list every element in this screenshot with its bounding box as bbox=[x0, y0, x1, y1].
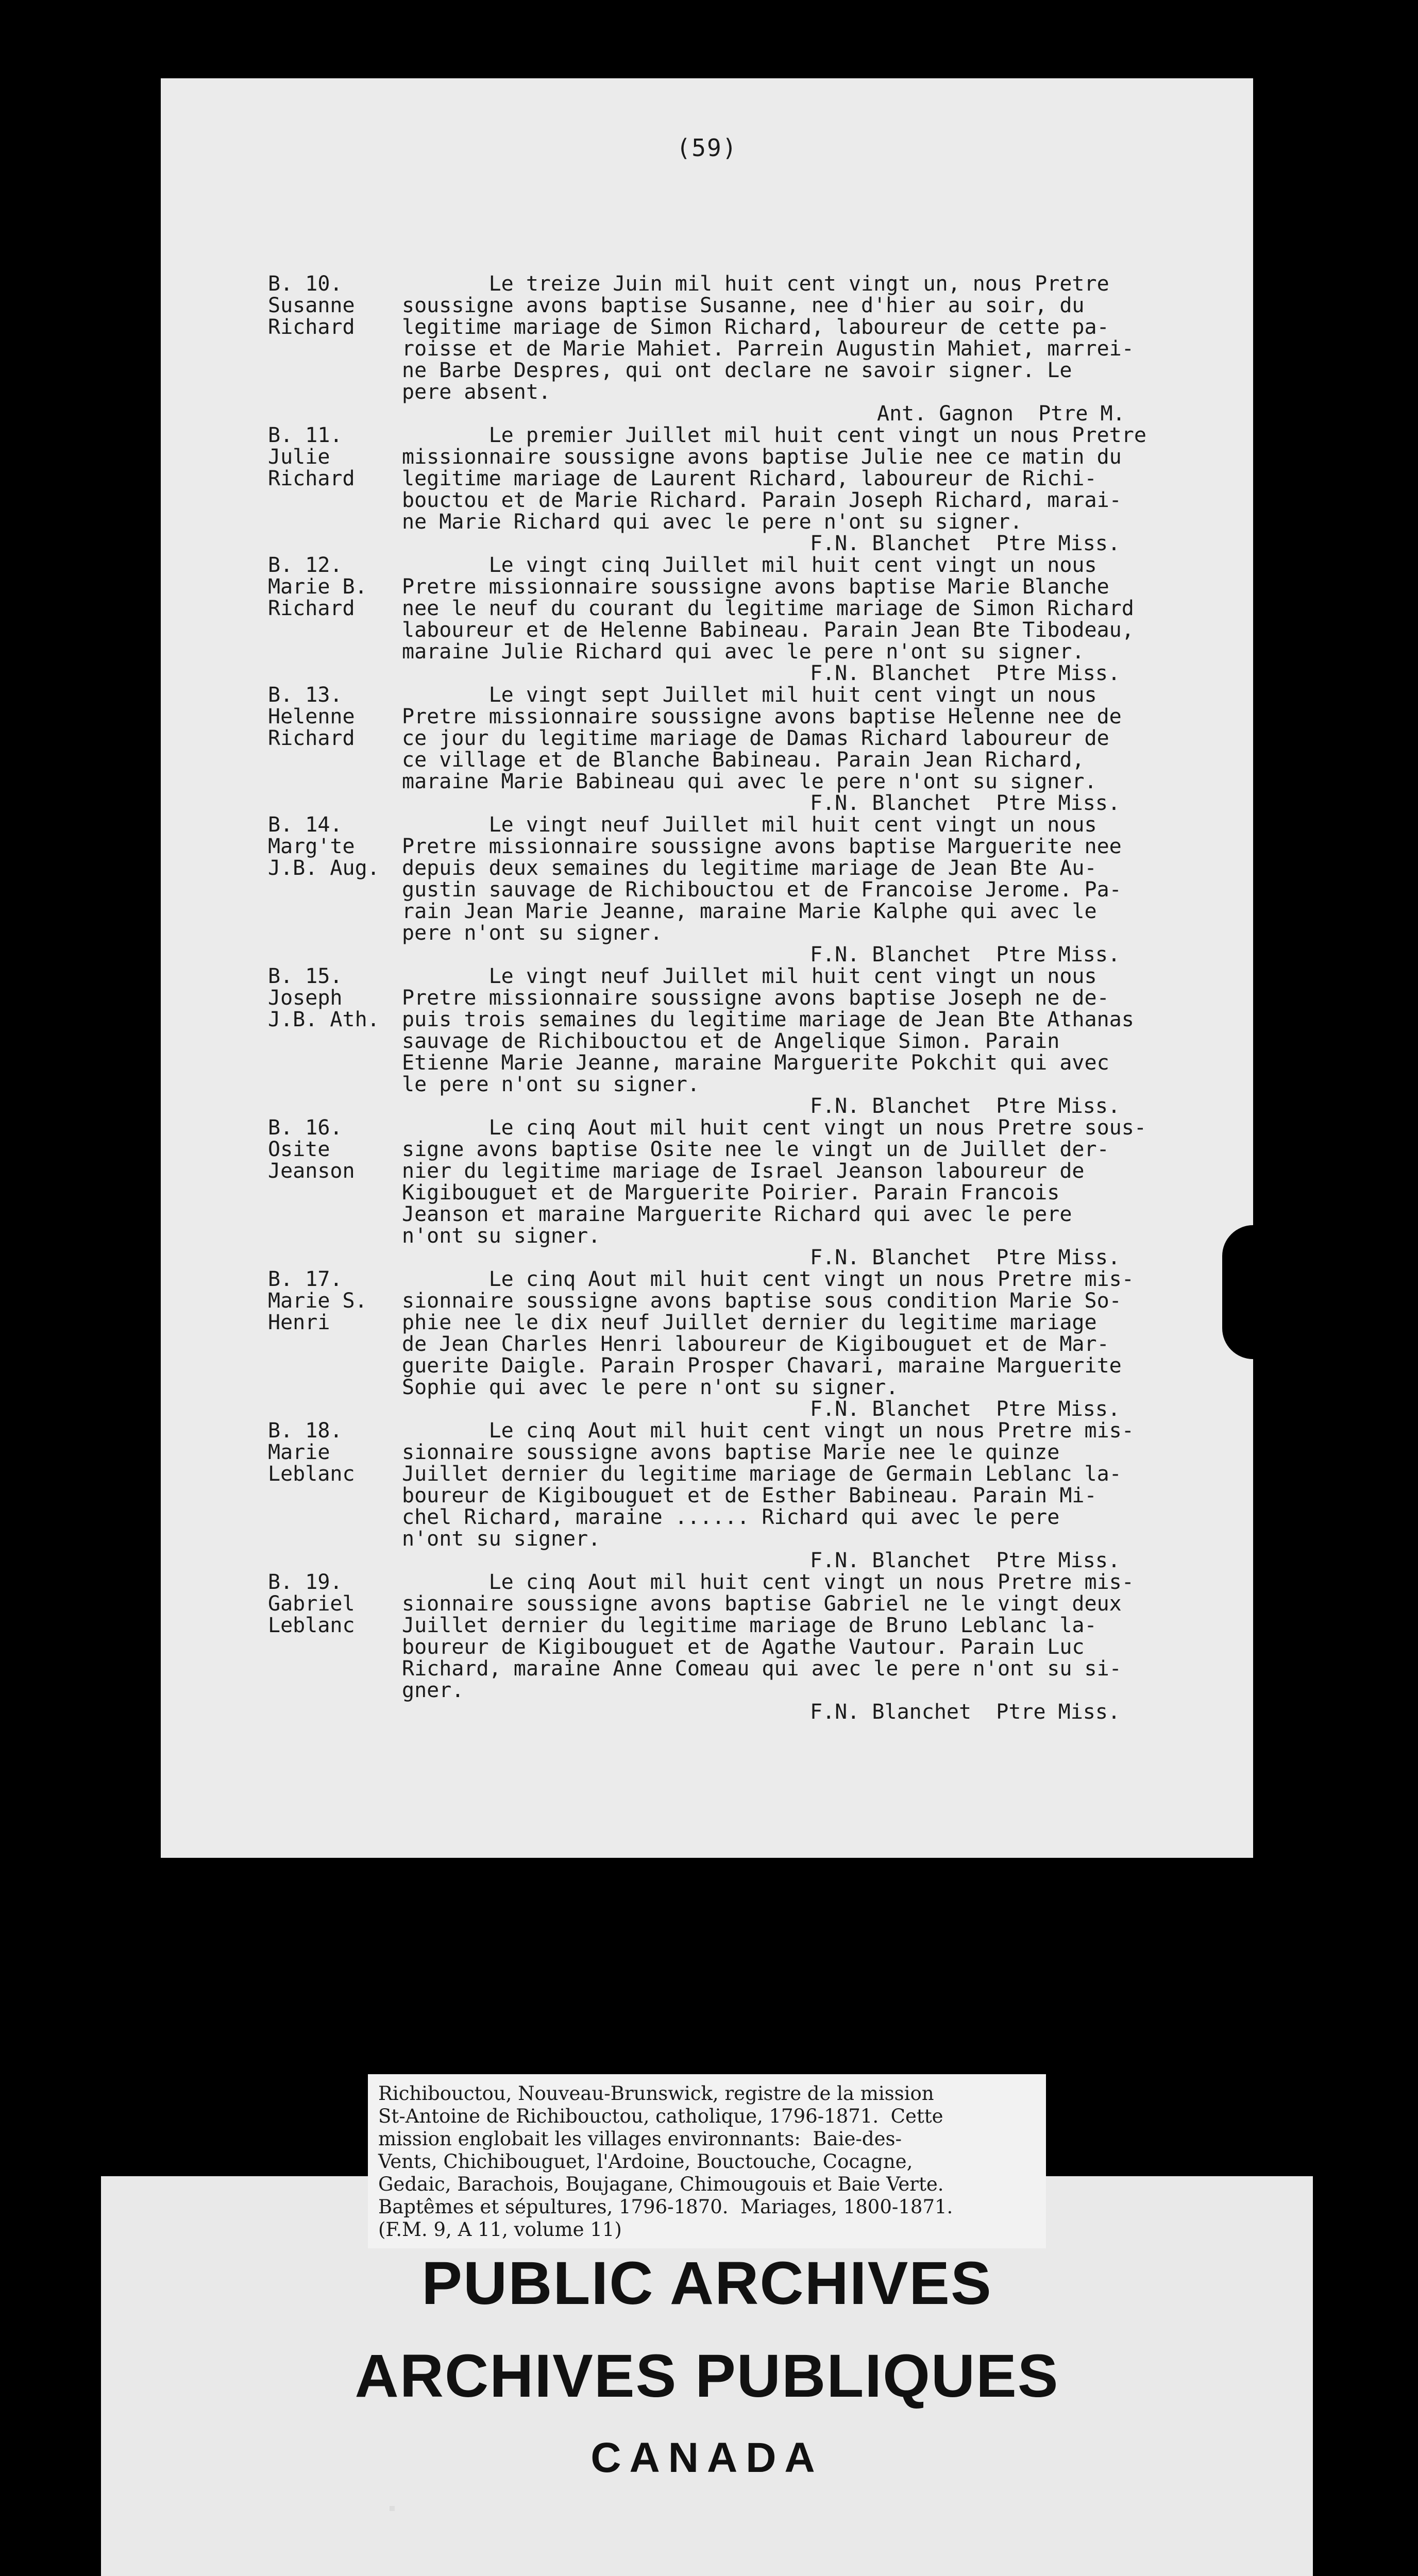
baptism-entry bbox=[161, 1420, 1253, 1571]
entry-text: Le treize Juin mil huit cent vingt un, nous Pretre soussigne avons baptise Susanne, nee d'hier au soir, du legitime mariage de Simon Richard, laboureur de cette pa- roisse et de Marie Mahiet. Parrein Augustin Mahiet, marrei- ne Barbe Despres, qui ont declare ne savoir signer. Le pere absent. bbox=[402, 272, 1134, 404]
entry-text: Le cinq Aout mil huit cent vingt un nous Pretre mis- sionnaire soussigne avons baptise Gabriel ne le vingt deux Juillet dernier du legitime mariage de Bruno Leblanc la- boureur de Kigibouguet et de Agathe Vautour. Parain Luc Richard, maraine Anne Comeau qui avec le pere n'ont su si- gner. bbox=[402, 1570, 1134, 1702]
baptism-entry bbox=[161, 814, 1253, 965]
page-number: (59) bbox=[676, 134, 738, 162]
page-tear bbox=[1222, 1225, 1253, 1359]
entry-text: Le vingt sept Juillet mil huit cent vingt un nous Pretre missionnaire soussigne avons baptise Helenne nee de ce jour du legitime mariage de Damas Richard laboureur de ce village et de Blanche Babineau. Parain Jean Richard, maraine Marie Babineau qui avec le pere n'ont su signer. bbox=[402, 683, 1122, 793]
entry-margin-note: B. 11. Julie Richard bbox=[268, 423, 355, 490]
baptism-entry bbox=[161, 965, 1253, 1117]
entry-signature: F.N. Blanchet Ptre Miss. bbox=[810, 1246, 1121, 1269]
stamp-archives-publiques: ARCHIVES PUBLIQUES bbox=[354, 2342, 1059, 2410]
stamp-public-archives: PUBLIC ARCHIVES bbox=[421, 2249, 992, 2317]
entry-margin-note: B. 16. Osite Jeanson bbox=[268, 1116, 355, 1183]
entry-text: Le vingt cinq Juillet mil huit cent vingt un nous Pretre missionnaire soussigne avons baptise Marie Blanche nee le neuf du courant du legitime mariage de Simon Richard laboureur et de Helenne Babineau. Parain Jean Bte Tibodeau, maraine Julie Richard qui avec le pere n'ont su signer. bbox=[402, 553, 1134, 664]
register-page bbox=[161, 78, 1253, 1858]
baptism-entry bbox=[161, 684, 1253, 814]
entry-text: Le cinq Aout mil huit cent vingt un nous Pretre mis- sionnaire soussigne avons baptise sous condition Marie So- phie nee le dix neuf Juillet dernier du legitime mariage de Jean Charles Henri laboureur de Kigibouguet et de Mar- guerite Daigle. Parain Prosper Chavari, maraine Marguerite Sophie qui avec le pere n'ont su signer. bbox=[402, 1267, 1134, 1399]
speck bbox=[390, 2506, 395, 2511]
baptism-entries bbox=[161, 273, 1253, 1723]
baptism-entry bbox=[161, 425, 1253, 554]
entry-margin-note: B. 17. Marie S. Henri bbox=[268, 1267, 367, 1334]
entry-text: Le vingt neuf Juillet mil huit cent vingt un nous Pretre missionnaire soussigne avons baptise Joseph ne de- puis trois semaines du legitime mariage de Jean Bte Athanas sauvage de Richibouctou et de Angelique Simon. Parain Etienne Marie Jeanne, maraine Marguerite Pokchit qui avec le pere n'ont su signer. bbox=[402, 964, 1134, 1096]
entry-text: Le vingt neuf Juillet mil huit cent vingt un nous Pretre missionnaire soussigne avons baptise Marguerite nee depuis deux semaines du legitime mariage de Jean Bte Au- gustin sauvage de Richibouctou et de Francoise Jerome. Pa- rain Jean Marie Jeanne, maraine Marie Kalphe qui avec le pere n'ont su signer. bbox=[402, 813, 1122, 945]
entry-signature: F.N. Blanchet Ptre Miss. bbox=[810, 1700, 1121, 1724]
baptism-entry bbox=[161, 1571, 1253, 1723]
entry-margin-note: B. 10. Susanne Richard bbox=[268, 272, 355, 339]
entry-text: Le cinq Aout mil huit cent vingt un nous Pretre sous- signe avons baptise Osite nee le vingt un de Juillet der- nier du legitime mariage de Israel Jeanson laboureur de Kigibouguet et de Marguerite Poirier. Parain Francois Jeanson et maraine Marguerite Richard qui avec le pere n'ont su signer. bbox=[402, 1116, 1146, 1248]
archive-label: Richibouctou, Nouveau-Brunswick, registre de la mission St-Antoine de Richibouctou, catholique, 1796-1871. Cette mission englobait les villages environnants: Baie-des- Vents, Chichibouguet, l'Ardoine, Bouctouche, Cocagne, Gedaic, Barachois, Boujagane, Chimougouis et Baie Verte. Baptêmes et sépultures, 1796-1870. Mariages, 1800-1871. (F.M. 9, A 11, volume 11) bbox=[368, 2074, 1046, 2248]
entry-margin-note: B. 13. Helenne Richard bbox=[268, 683, 355, 750]
entry-signature: F.N. Blanchet Ptre Miss. bbox=[810, 791, 1121, 815]
baptism-entry bbox=[161, 1268, 1253, 1420]
baptism-entry bbox=[161, 273, 1253, 425]
entry-margin-note: B. 12. Marie B. Richard bbox=[268, 553, 367, 620]
entry-signature: F.N. Blanchet Ptre Miss. bbox=[810, 532, 1121, 555]
entry-margin-note: B. 18. Marie Leblanc bbox=[268, 1419, 355, 1486]
entry-signature: F.N. Blanchet Ptre Miss. bbox=[810, 1549, 1121, 1572]
stamp-canada: CANADA bbox=[590, 2434, 823, 2481]
entry-signature: Ant. Gagnon Ptre M. bbox=[877, 402, 1125, 426]
entry-margin-note: B. 15. Joseph J.B. Ath. bbox=[268, 964, 380, 1031]
entry-text: Le premier Juillet mil huit cent vingt un nous Pretre missionnaire soussigne avons baptise Julie nee ce matin du legitime mariage de Laurent Richard, laboureur de Richi- bouctou et de Marie Richard. Parain Joseph Richard, marai- ne Marie Richard qui avec le pere n'ont su signer. bbox=[402, 423, 1146, 534]
entry-text: Le cinq Aout mil huit cent vingt un nous Pretre mis- sionnaire soussigne avons baptise Marie nee le quinze Juillet dernier du legitime mariage de Germain Leblanc la- boureur de Kigibouguet et de Esther Babineau. Parain Mi- chel Richard, maraine ...... Richard qui avec le pere n'ont su signer. bbox=[402, 1419, 1134, 1551]
entry-signature: F.N. Blanchet Ptre Miss. bbox=[810, 943, 1121, 967]
baptism-entry bbox=[161, 554, 1253, 684]
entry-signature: F.N. Blanchet Ptre Miss. bbox=[810, 662, 1121, 685]
entry-signature: F.N. Blanchet Ptre Miss. bbox=[810, 1094, 1121, 1118]
baptism-entry bbox=[161, 1117, 1253, 1268]
entry-margin-note: B. 19. Gabriel Leblanc bbox=[268, 1570, 355, 1637]
entry-signature: F.N. Blanchet Ptre Miss. bbox=[810, 1397, 1121, 1421]
entry-margin-note: B. 14. Marg'te J.B. Aug. bbox=[268, 813, 380, 880]
